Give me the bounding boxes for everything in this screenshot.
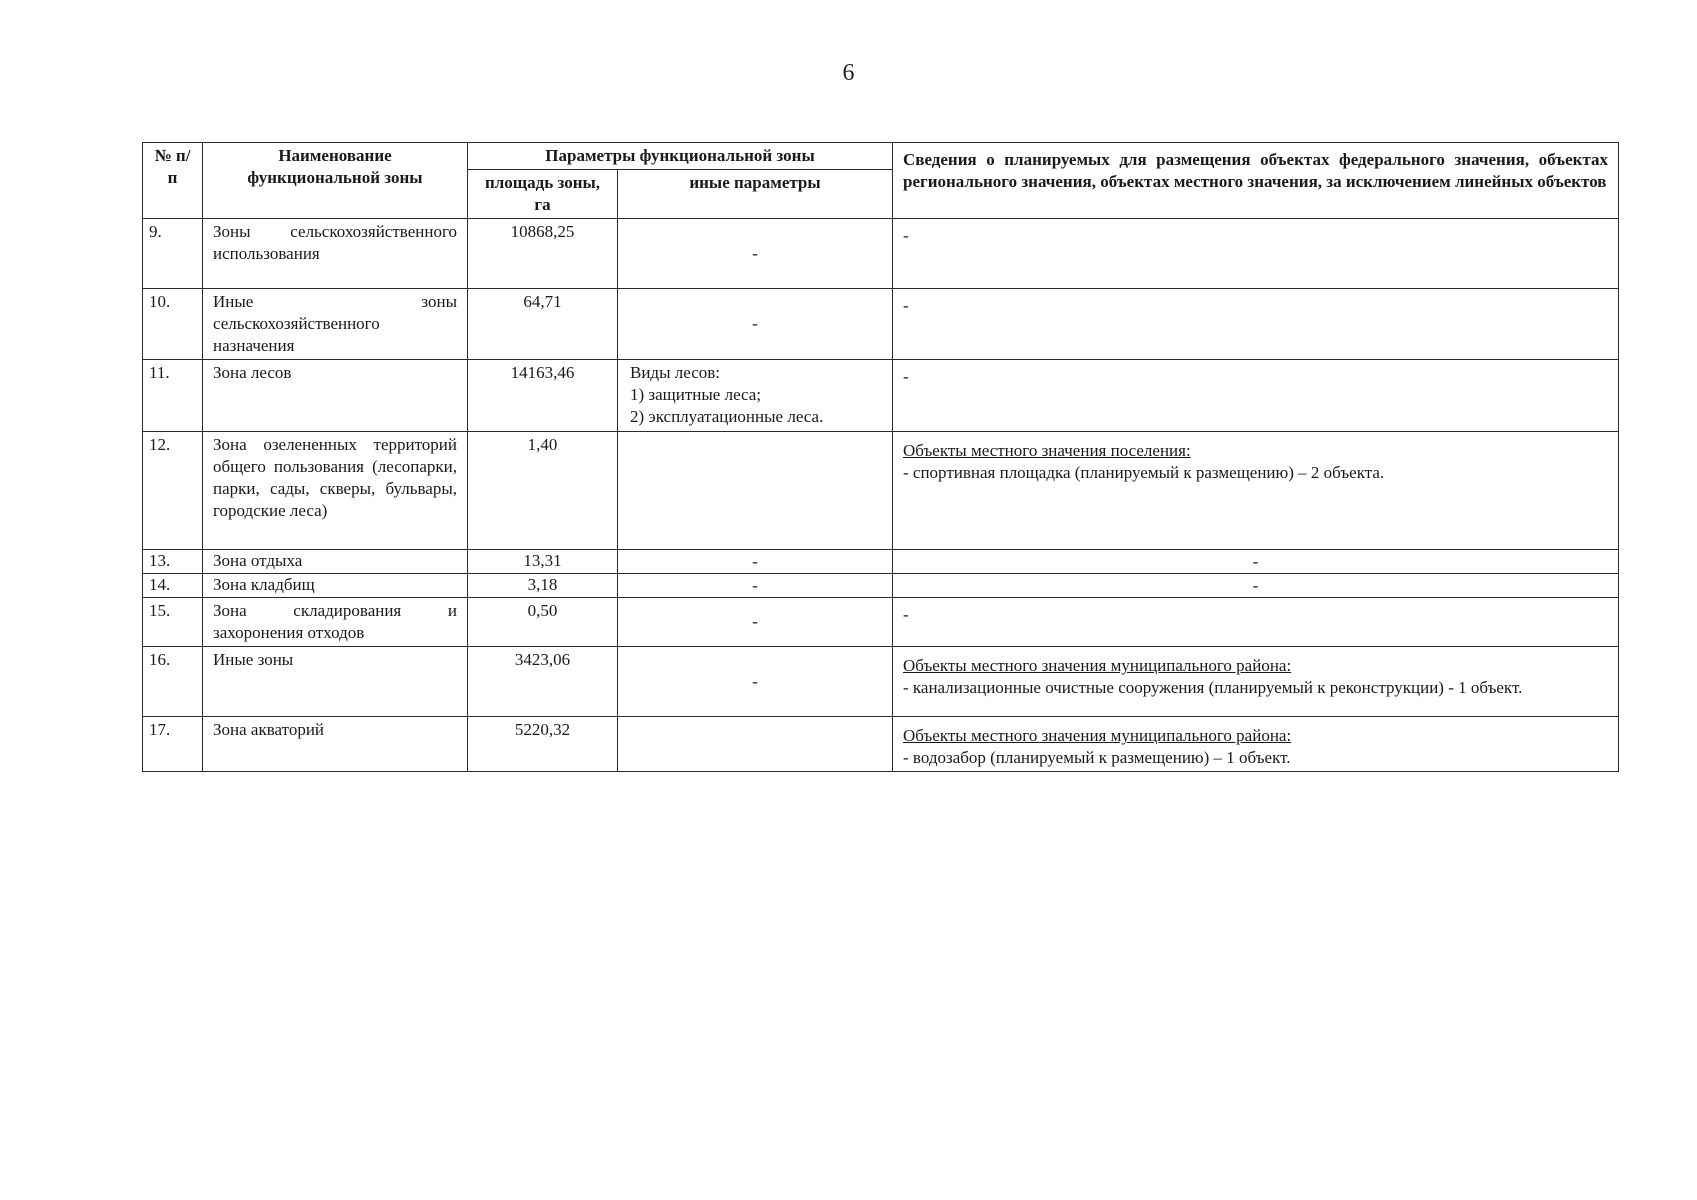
row-number: 11.	[143, 360, 203, 432]
zone-name: Иные зоны	[203, 647, 468, 717]
planned-objects-title: Объекты местного значения муниципального района:	[903, 726, 1292, 745]
table-row	[143, 360, 1619, 432]
zone-name: Зона акваторий	[203, 717, 468, 772]
planned-objects: -	[893, 574, 1619, 598]
planned-objects: -	[893, 598, 1619, 647]
zone-area: 3,18	[468, 574, 618, 598]
table-row	[143, 550, 1619, 574]
zone-name: Зоны сельскохозяйственного использования	[203, 219, 468, 289]
other-parameters: -	[618, 550, 893, 574]
row-number: 15.	[143, 598, 203, 647]
table-row	[143, 289, 1619, 360]
row-number: 16.	[143, 647, 203, 717]
table-row	[143, 432, 1619, 550]
forest-type-protective: 1) защитные леса;	[630, 385, 762, 404]
table-row	[143, 717, 1619, 772]
planned-objects: -	[893, 550, 1619, 574]
zone-area: 13,31	[468, 550, 618, 574]
zone-name: Зона кладбищ	[203, 574, 468, 598]
page-number: 6	[842, 60, 855, 86]
other-parameters: -	[618, 574, 893, 598]
planned-objects-text: - канализационные очистные сооружения (планируемый к реконструкции) - 1 объект.	[903, 678, 1523, 697]
planned-objects: -	[893, 360, 1619, 432]
functional-zones-table-container	[142, 142, 1618, 772]
header-planned-objects: Сведения о планируемых для размещения объектах федерального значения, объектах регионального значения, объектах местного значения, за исключением линейных объектов	[893, 143, 1619, 219]
forest-type-operational: 2) эксплуатационные леса.	[630, 407, 824, 426]
zone-name: Иные зоны сельскохозяйственного назначения	[203, 289, 468, 360]
row-number: 12.	[143, 432, 203, 550]
planned-objects	[893, 647, 1619, 717]
zone-area: 14163,46	[468, 360, 618, 432]
row-number: 9.	[143, 219, 203, 289]
zone-name: Зона лесов	[203, 360, 468, 432]
row-number: 17.	[143, 717, 203, 772]
table-row	[143, 598, 1619, 647]
other-parameters: -	[618, 219, 893, 289]
planned-objects	[893, 432, 1619, 550]
zone-area: 3423,06	[468, 647, 618, 717]
header-number: № п/п	[143, 143, 203, 219]
other-parameters: -	[618, 289, 893, 360]
zone-area: 0,50	[468, 598, 618, 647]
header-zone-area: площадь зоны, га	[468, 170, 618, 219]
zone-area: 10868,25	[468, 219, 618, 289]
other-parameters	[618, 360, 893, 432]
forest-types-label: Виды лесов:	[630, 363, 721, 382]
functional-zones-table	[142, 142, 1619, 772]
other-parameters	[618, 432, 893, 550]
planned-objects-title: Объекты местного значения муниципального района:	[903, 656, 1292, 675]
row-number: 14.	[143, 574, 203, 598]
other-parameters: -	[618, 647, 893, 717]
planned-objects-text: - спортивная площадка (планируемый к размещению) – 2 объекта.	[903, 463, 1385, 482]
zone-name: Зона складирования и захоронения отходов	[203, 598, 468, 647]
header-zone-parameters: Параметры функциональной зоны	[468, 143, 893, 170]
planned-objects: -	[893, 289, 1619, 360]
row-number: 13.	[143, 550, 203, 574]
table-row	[143, 647, 1619, 717]
zone-area: 64,71	[468, 289, 618, 360]
row-number: 10.	[143, 289, 203, 360]
planned-objects: -	[893, 219, 1619, 289]
zone-area: 1,40	[468, 432, 618, 550]
other-parameters	[618, 717, 893, 772]
header-other-parameters: иные параметры	[618, 170, 893, 219]
planned-objects-title: Объекты местного значения поселения:	[903, 441, 1191, 460]
planned-objects	[893, 717, 1619, 772]
zone-name: Зона озелененных территорий общего пользования (лесопарки, парки, сады, скверы, бульвары, городские леса)	[203, 432, 468, 550]
table-row	[143, 219, 1619, 289]
table-row	[143, 574, 1619, 598]
header-zone-name: Наименование функциональной зоны	[203, 143, 468, 219]
zone-area: 5220,32	[468, 717, 618, 772]
other-parameters: -	[618, 598, 893, 647]
planned-objects-text: - водозабор (планируемый к размещению) – 1 объект.	[903, 748, 1291, 767]
zone-name: Зона отдыха	[203, 550, 468, 574]
